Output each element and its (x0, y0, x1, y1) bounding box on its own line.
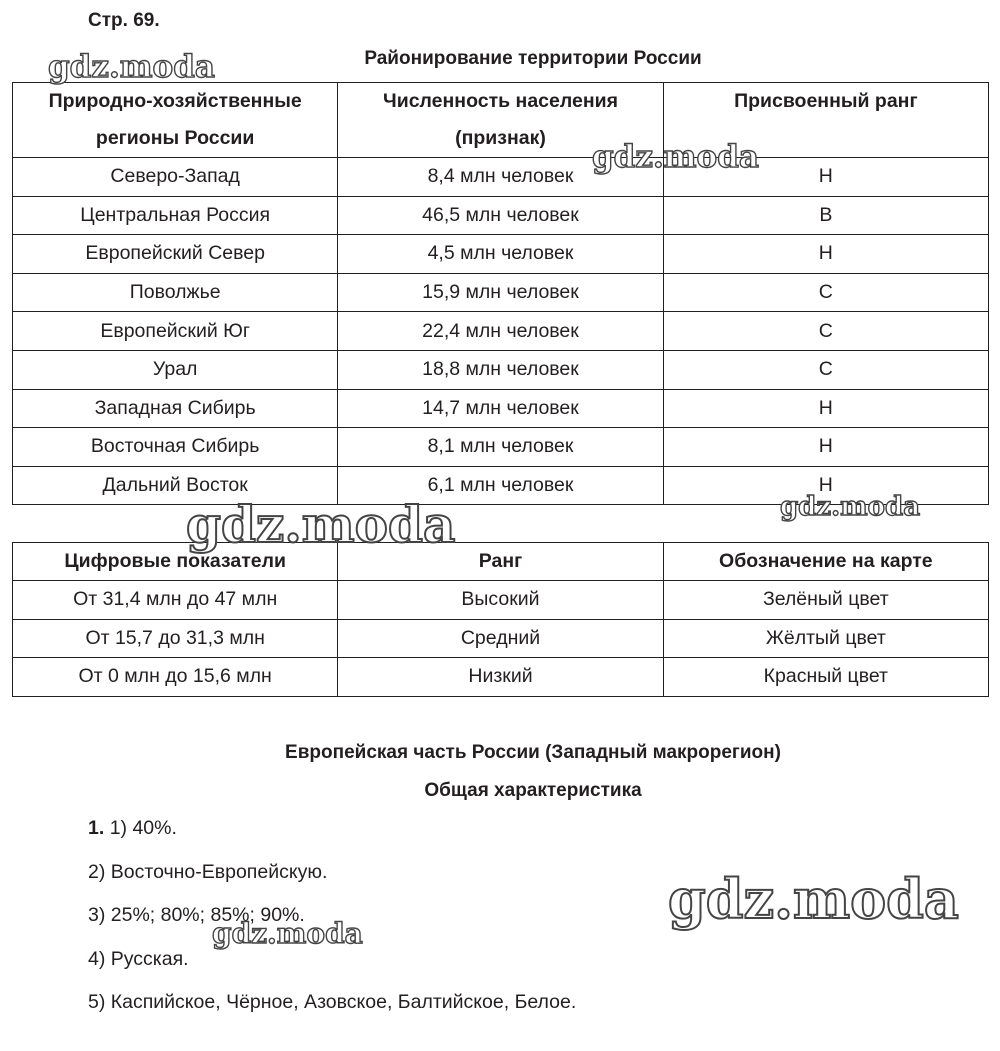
answer-5: 5) Каспийское, Чёрное, Азовское, Балтийское, Белое. (88, 991, 577, 1013)
cell-rank: Н (663, 466, 988, 505)
table-row (13, 428, 989, 467)
table-row (13, 158, 989, 197)
header-regions-line2: регионы России (95, 127, 255, 149)
watermark: gdz.moda (668, 867, 959, 931)
table-header-row (13, 83, 989, 158)
rank-legend-table (12, 542, 989, 697)
answer-1 (88, 816, 576, 860)
cell-population: 46,5 млн человек (338, 196, 663, 235)
cell-rank: Н (663, 235, 988, 274)
cell-population: 4,5 млн человек (338, 235, 663, 274)
cell-region: Северо-Запад (13, 158, 338, 197)
cell-rank: В (663, 196, 988, 235)
cell-population: 8,1 млн человек (338, 428, 663, 467)
section-subtitle: Общая характеристика (424, 780, 642, 801)
table-row (13, 273, 989, 312)
cell-population: 18,8 млн человек (338, 350, 663, 389)
table-row (13, 312, 989, 351)
answer-1-text: 1) 40%. (109, 817, 177, 839)
watermark: gdz.moda (212, 917, 363, 950)
header-population-line2: (признак) (455, 127, 546, 149)
cell-population: 14,7 млн человек (338, 389, 663, 428)
cell-region: Европейский Юг (13, 312, 338, 351)
header-regions-line1: Природно-хозяйственные (48, 90, 302, 112)
cell-region: Центральная Россия (13, 196, 338, 235)
watermark: gdz.moda (780, 492, 921, 522)
answer-4: 4) Русская. (88, 947, 189, 970)
cell-region: Восточная Сибирь (13, 428, 338, 467)
section-title: Европейская часть России (Западный макрорегион) (285, 742, 781, 763)
table-row (13, 350, 989, 389)
table-row (13, 658, 989, 697)
answer-3: 3) 25%; 80%; 85%; 90%. (88, 904, 305, 926)
title-regionalization: Районирование территории России (364, 48, 702, 69)
cell-range: От 31,4 млн до 47 млн (13, 581, 338, 620)
cell-rank: Н (663, 158, 988, 197)
cell-map-color: Жёлтый цвет (663, 619, 988, 658)
header-rank: Ранг (338, 543, 663, 581)
regions-table (12, 82, 989, 505)
table-row (13, 581, 989, 620)
cell-region: Дальний Восток (13, 466, 338, 505)
watermark: gdz.moda (186, 495, 456, 554)
cell-region: Поволжье (13, 273, 338, 312)
table-row (13, 235, 989, 274)
cell-range: От 0 млн до 15,6 млн (13, 658, 338, 697)
cell-rank: С (663, 350, 988, 389)
table-row (13, 196, 989, 235)
cell-rank: Н (663, 389, 988, 428)
cell-rank: Средний (338, 619, 663, 658)
task-number: 1. (88, 817, 105, 839)
cell-population: 22,4 млн человек (338, 312, 663, 351)
cell-rank: С (663, 312, 988, 351)
header-map-designation: Обозначение на карте (663, 543, 988, 581)
table-header-row (13, 543, 989, 581)
cell-rank: С (663, 273, 988, 312)
cell-map-color: Красный цвет (663, 658, 988, 697)
answer-2: 2) Восточно-Европейскую. (88, 860, 328, 883)
cell-region: Западная Сибирь (13, 389, 338, 428)
cell-map-color: Зелёный цвет (663, 581, 988, 620)
cell-rank: Низкий (338, 658, 663, 697)
watermark: gdz.moda (48, 49, 215, 85)
header-indicators: Цифровые показатели (13, 543, 338, 581)
cell-rank: Н (663, 428, 988, 467)
cell-region: Урал (13, 350, 338, 389)
cell-region: Европейский Север (13, 235, 338, 274)
header-regions (13, 83, 338, 158)
header-population-line1: Численность населения (383, 90, 618, 112)
table-row (13, 619, 989, 658)
cell-rank: Высокий (338, 581, 663, 620)
header-rank-text: Присвоенный ранг (734, 90, 918, 112)
cell-population: 6,1 млн человек (338, 466, 663, 505)
table-row (13, 389, 989, 428)
watermark: gdz.moda (592, 139, 759, 175)
page-label: Стр. 69. (88, 10, 160, 31)
cell-population: 15,9 млн человек (338, 273, 663, 312)
cell-population: 8,4 млн человек (338, 158, 663, 197)
cell-range: От 15,7 до 31,3 млн (13, 619, 338, 658)
